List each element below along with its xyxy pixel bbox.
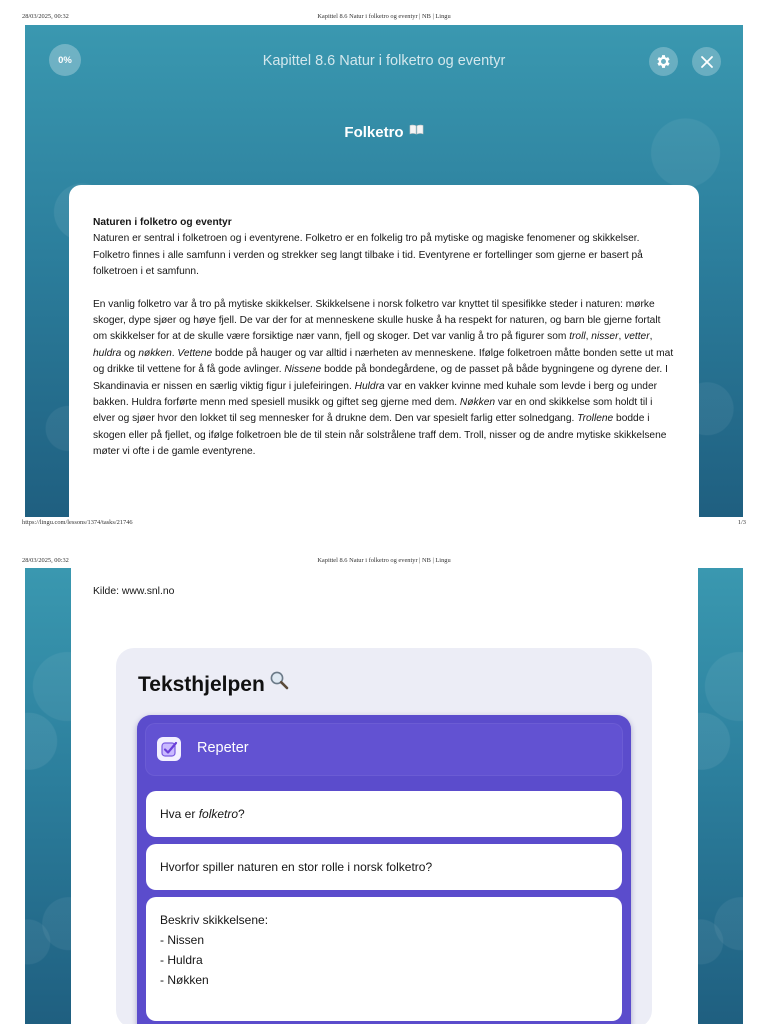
question-card-1: Hva er folketro? bbox=[146, 791, 622, 837]
lesson-screen bbox=[25, 25, 743, 517]
question-line: - Nissen bbox=[160, 933, 205, 947]
print-page-title: Kapittel 8.6 Natur i folketro og eventyr | NB | Lingu bbox=[317, 13, 451, 20]
repeat-label: Repeter bbox=[197, 740, 249, 756]
close-button[interactable] bbox=[692, 47, 721, 76]
close-icon bbox=[700, 55, 714, 69]
print-date: 28/03/2025, 00:32 bbox=[22, 13, 69, 20]
print-page-title: Kapittel 8.6 Natur i folketro og eventyr | NB | Lingu bbox=[317, 557, 451, 564]
print-page-number: 1/3 bbox=[737, 519, 746, 526]
question-card-2: Hvorfor spiller naturen en stor rolle i norsk folketro? bbox=[146, 844, 622, 890]
book-icon bbox=[409, 122, 424, 139]
text-paragraph-2: En vanlig folketro var å tro på mytiske skikkelser. Skikkelsene i norsk folketro var knyttet til spesifikke steder i naturen: mørke skoger, dype sjøer og høye fjell. De var der for at menneskene skulle huske å ha respekt for naturen, og barn ble gjerne fortalt om skikkelser for at de skulle være forsiktige nær vann, fjell og skoger. Det var vanlig å tro på figurer som troll, nisser, vetter, huldra og nøkken. Vettene bodde på hauger og var alltid i nærheten av menneskene. Ifølge folketroen måtte bonden sette ut mat og drikke til vettene for å få gode avlinger. Nissene bodde på bondegårdene, og de passet på både bygningene og dyrene der. I Skandinavia er nissen en særlig viktig figur i julefeiringen. Huldra var en vakker kvinne med kuhale som levde i berg og under bakken. Huldra forførte menn med spesiell musikk og giftet seg gjerne med dem. Nøkken var en ond skikkelse som holdt til i elver og sjøer hvor den lokket til seg mennesker for å drukne dem. Den var spesielt farlig etter solnedgang. Trollene bodde i skogen eller på fjellet, og ifølge folketroen ble de til stein når solstrålene traff dem. Troll, nisser og de andre mytiske skikkelsene møter vi ofte i de gamle eventyrene. bbox=[93, 298, 674, 458]
progress-badge: 0% bbox=[49, 44, 81, 76]
reading-text-card bbox=[69, 185, 699, 517]
lesson-title: Kapittel 8.6 Natur i folketro og eventyr bbox=[262, 53, 506, 69]
background-strip-right bbox=[698, 568, 743, 1024]
section-heading-text: Folketro bbox=[344, 124, 404, 141]
question-line: - Huldra bbox=[160, 953, 203, 967]
background-strip-left bbox=[25, 568, 71, 1024]
source-credit: Kilde: www.snl.no bbox=[93, 586, 175, 597]
question-card-3 bbox=[146, 897, 622, 1021]
question-line: Beskriv skikkelsene: bbox=[160, 913, 269, 927]
text-helper-panel bbox=[116, 648, 652, 1024]
checkbox-icon bbox=[157, 737, 181, 761]
text-paragraph-1: Naturen er sentral i folketroen og i eventyrene. Folketro er en folkelig tro på mytiske og magiske fenomener og skikkelser. Folketro finnes i alle samfunn i verden og strekker seg langt tilbake i tid. Eventyrene er fortellinger som gjerne er basert på folketroen i et samfunn. bbox=[93, 233, 643, 278]
helper-title bbox=[138, 670, 289, 697]
repeat-header bbox=[145, 723, 623, 776]
print-url: https://lingu.com/lessons/1374/tasks/21746 bbox=[22, 519, 133, 526]
question-line: - Nøkken bbox=[160, 973, 209, 987]
repeat-section bbox=[137, 715, 631, 1024]
print-header-page1 bbox=[22, 13, 746, 23]
print-footer-page1 bbox=[22, 519, 746, 529]
print-header-page2 bbox=[22, 557, 746, 567]
settings-button[interactable] bbox=[649, 47, 678, 76]
magnifier-icon bbox=[269, 670, 289, 696]
section-heading bbox=[25, 122, 743, 141]
gear-icon bbox=[655, 53, 672, 70]
helper-title-text: Teksthjelpen bbox=[138, 673, 265, 696]
print-date: 28/03/2025, 00:32 bbox=[22, 557, 69, 564]
text-title: Naturen i folketro og eventyr bbox=[93, 217, 232, 228]
